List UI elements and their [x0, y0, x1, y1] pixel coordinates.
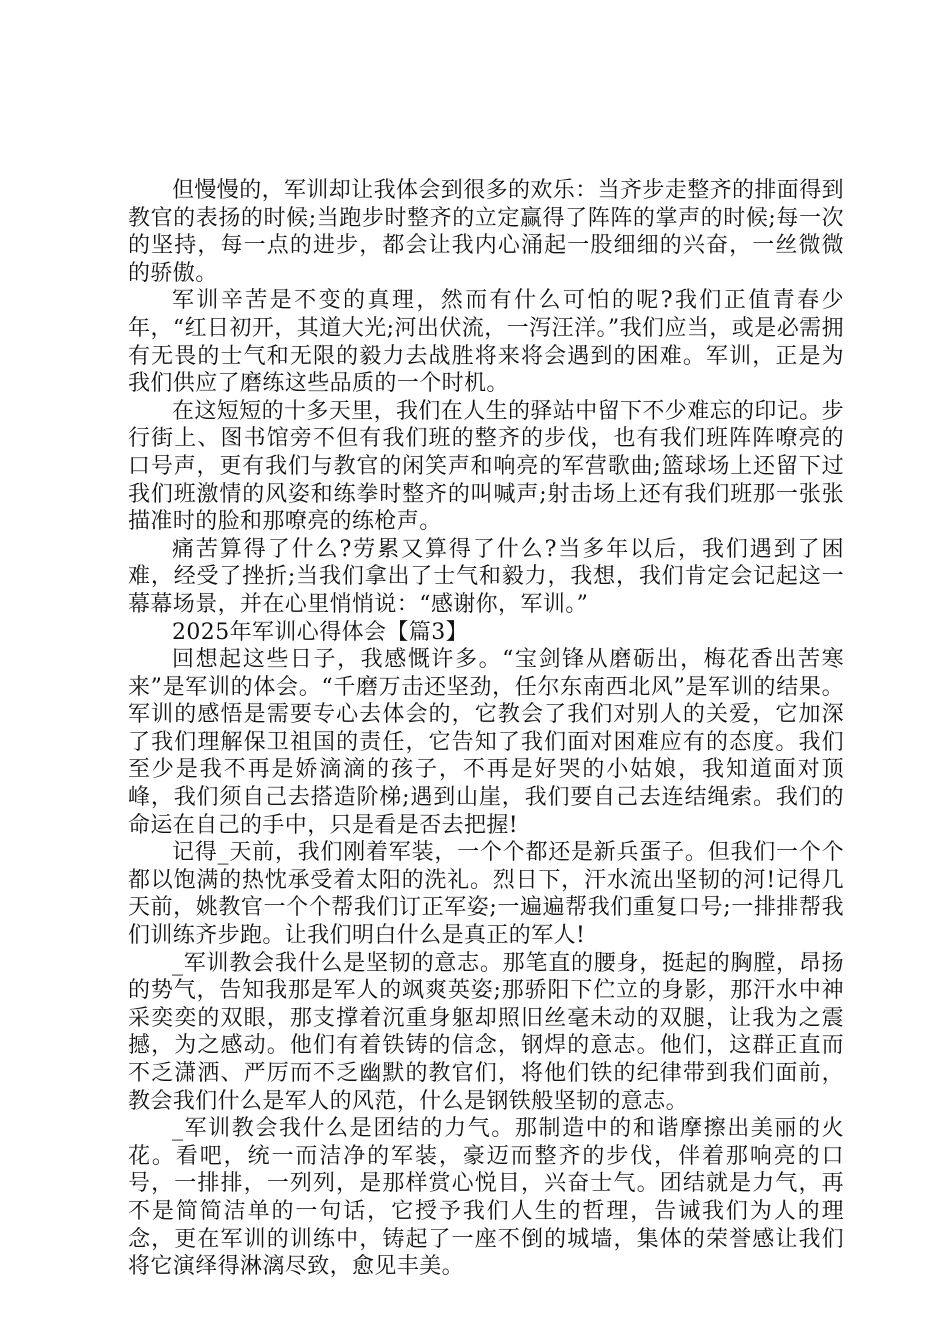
paragraph: _军训教会我什么是团结的力气。那制造中的和谐摩擦出美丽的火花。看吧，统一而洁净的军装，豪迈而整齐的步伐，伴着那响亮的口号，一排排，一列列，是那样赏心悦目，兴奋士气。团结就是力气，再不是简简洁单的一句话，它授予我们人生的哲理，告诫我们为人的理念，更在军训的训练中，铸起了一座不倒的城墙，集体的荣誉感让我们将它演绎得淋漓尽致，愈见丰美。 [128, 1116, 844, 1280]
paragraph: 在这短短的十多天里，我们在人生的驿站中留下不少难忘的印记。步行街上、图书馆旁不但有我们班的整齐的步伐，也有我们班阵阵嘹亮的口号声，更有我们与教官的闲笑声和响亮的军营歌曲;篮球场上还留下过我们班激情的风姿和练拳时整齐的叫喊声;射击场上还有我们班那一张张描准时的脸和那嘹亮的练枪声。 [128, 398, 845, 535]
paragraph: _军训教会我什么是坚韧的意志。那笔直的腰身，挺起的胸膛，昂扬的势气，告知我那是军人的飒爽英姿;那骄阳下伫立的身影，那汗水中神采奕奕的双眼，那支撑着沉重身躯却照旧丝毫未动的双腿，让我为之震撼，为之感动。他们有着铁铸的信念，钢焊的意志。他们，这群正直而不乏潇洒、严厉而不乏幽默的教官们，将他们铁的纪律带到我们面前，教会我们什么是军人的风范，什么是钢铁般坚韧的意志。 [128, 950, 844, 1114]
paragraph: 回想起这些日子，我感慨许多。“宝剑锋从磨砺出，梅花香出苦寒来”是军训的体会。“千磨万击还坚劲，任尔东南西北风”是军训的结果。军训的感悟是需要专心去体会的，它教会了我们对别人的关爱，它加深了我们理解保卫祖国的责任，它告知了我们面对困难应有的态度。我们至少是我不再是娇滴滴的孩子，不再是好哭的小姑娘，我知道面对顶峰，我们须自己去搭造阶梯;遇到山崖，我们要自己去连结绳索。我们的命运在自己的手中，只是看是否去把握! [128, 647, 844, 838]
paragraph: 记得_天前，我们刚着军装，一个个都还是新兵蛋子。但我们一个个都以饱满的热忱承受着太阳的洗礼。烈日下，汗水流出坚韧的河!记得几天前，姚教官一个个帮我们订正军姿;一遍遍帮我们重复口号;一排排帮我们训练齐步跑。让我们明白什么是真正的军人! [128, 840, 844, 949]
paragraph: 痛苦算得了什么?劳累又算得了什么?当多年以后，我们遇到了困难，经受了挫折;当我们拿出了士气和毅力，我想，我们肯定会记起这一幕幕场景，并在心里悄悄说：“感谢你，军训。” [128, 536, 844, 617]
section-heading: 2025年军训心得体会【篇3】 [172, 619, 468, 645]
document-body [128, 177, 844, 1281]
paragraph: 但慢慢的，军训却让我体会到很多的欢乐：当齐步走整齐的排面得到教官的表扬的时候;当跑步时整齐的立定赢得了阵阵的掌声的时候;每一次的坚持，每一点的进步，都会让我内心涌起一股细细的兴奋，一丝微微的骄傲。 [128, 178, 845, 286]
paragraph: 军训辛苦是不变的真理，然而有什么可怕的呢?我们正值青春少年，“红日初开，其道大光;河出伏流，一泻汪洋。”我们应当，或是必需拥有无畏的士气和无限的毅力去战胜将来将会遇到的困难。军训，正是为我们供应了磨练这些品质的一个时机。 [128, 288, 844, 397]
